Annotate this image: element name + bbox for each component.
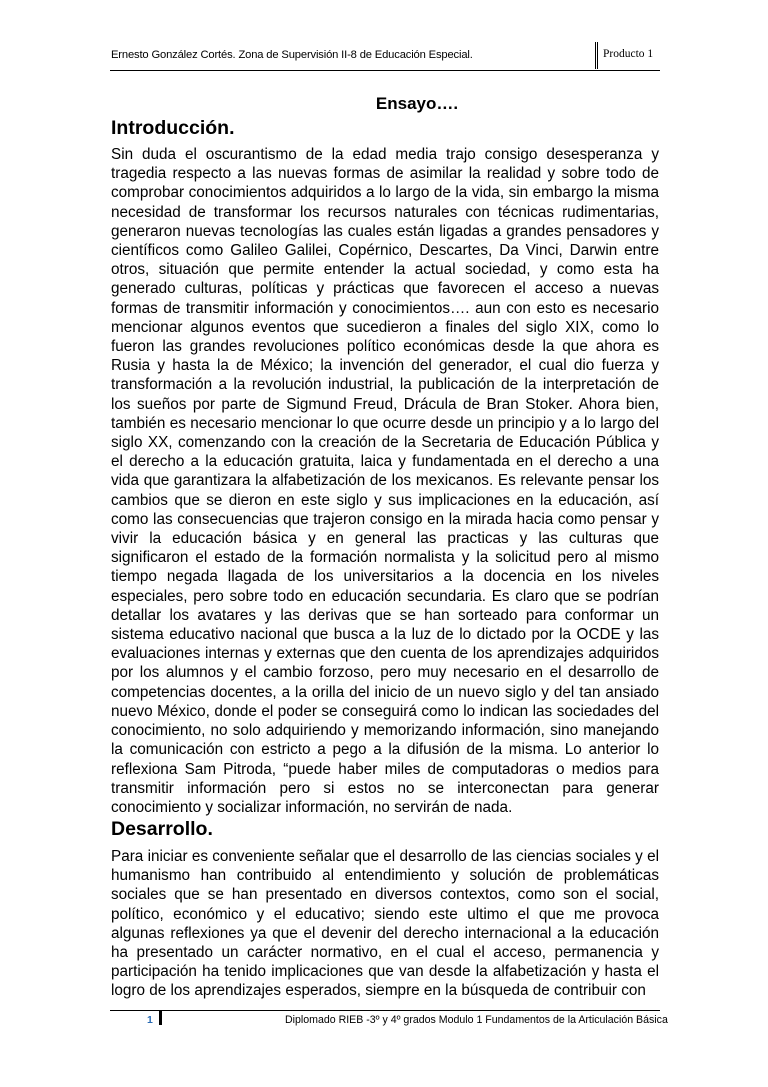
page-number: 1: [147, 1014, 153, 1026]
section-body-introduccion: Sin duda el oscurantismo de la edad media trajo consigo desesperanza y tragedia respecto a las nuevas formas de asimilar la realidad y sobre todo de comprobar conocimientos adquiridos a lo largo de la vida, sin embargo la misma necesidad de transformar los recursos naturales con técnicas rudimentarias, generaron nuevas tecnologías las cuales están ligadas a grandes pensadores y científicos como Galileo Galilei, Copérnico, Descartes, Da Vinci, Darwin entre otros, situación que permite entender la actual sociedad, y como esta ha generado culturas, políticas y prácticas que favorecen el acceso a nuevas formas de transmitir información y conocimientos…. aun con esto es necesario mencionar algunos eventos que sucedieron a finales del siglo XIX, como lo fueron las grandes revoluciones político económicas desde la que ahora es Rusia y hasta la de México; la invención del generador, el cual dio fuerza y transformación a la revolución industrial, la publicación de la interpretación de los sueños por parte de Sigmund Freud, Drácula de Bran Stoker. Ahora bien, también es necesario mencionar lo que ocurre desde un principio y a lo largo del siglo XX, comenzando con la creación de la Secretaria de Educación Pública y el derecho a la educación gratuita, laica y fundamentada en el derecho a una vida que garantizara la alfabetización de los mexicanos. Es relevante pensar los cambios que se dieron en este siglo y sus implicaciones en la educación, así como las consecuencias que trajeron consigo en la mirada hacia como pensar y vivir la educación básica y en general las practicas y las culturas que significaron el estado de la formación normalista y la solicitud pero al mismo tiempo negada llagada de los universitarios a la docencia en los niveles especiales, pero sobre todo en educación secundaria. Es claro que se podrían detallar los avatares y las derivas que se han sorteado para conformar un sistema educativo nacional que busca a la luz de lo dictado por la OCDE y las evaluaciones internas y externas que den cuenta de los aprendizajes adquiridos por los alumnos y el cambio forzoso, pero muy necesario en el desarrollo de competencias docentes, a la orilla del inicio de un nuevo siglo y del tan ansiado nuevo México, donde el poder se conseguirá como lo indican las sociedades del conocimiento, no solo adquiriendo y memorizando información, sino manejando la comunicación con estricto a pego a la difusión de la misma. Lo anterior lo reflexiona Sam Pitroda, “puede haber miles de computadoras o medios para transmitir información pero si estos no se interconectan para generar conocimiento y socializar información, no servirán de nada.: [111, 146, 659, 816]
footer-rule: [110, 1010, 660, 1011]
header-divider-double: [597, 42, 598, 69]
footer-course-title: Diplomado RIEB -3º y 4º grados Modulo 1 Fundamentos de la Articulación Básica: [285, 1014, 668, 1026]
section-heading-introduccion: Introducción.: [111, 117, 235, 139]
header-rule: [110, 70, 660, 71]
section-heading-desarrollo: Desarrollo.: [111, 818, 213, 840]
section-body-desarrollo: Para iniciar es conveniente señalar que el desarrollo de las ciencias sociales y el humanismo han contribuido al entendimiento y solución de problemáticas sociales que se han presentado en diversos contextos, como son el social, político, económico y el educativo; siendo este ultimo el que me provoca algunas reflexiones ya que el devenir del derecho internacional a la educación ha presentado un carácter normativo, en el cual el acceso, permanencia y participación ha tenido implicaciones que van desde la alfabetización y hasta el logro de los aprendizajes esperados, siempre en la búsqueda de contribuir con: [111, 848, 659, 1000]
header-divider: [595, 42, 596, 69]
page-title: Ensayo….: [375, 94, 459, 113]
header-product-label: Producto 1: [603, 48, 654, 60]
header-author: Ernesto González Cortés. Zona de Supervisión II-8 de Educación Especial.: [111, 49, 473, 61]
footer-divider: [159, 1011, 162, 1025]
